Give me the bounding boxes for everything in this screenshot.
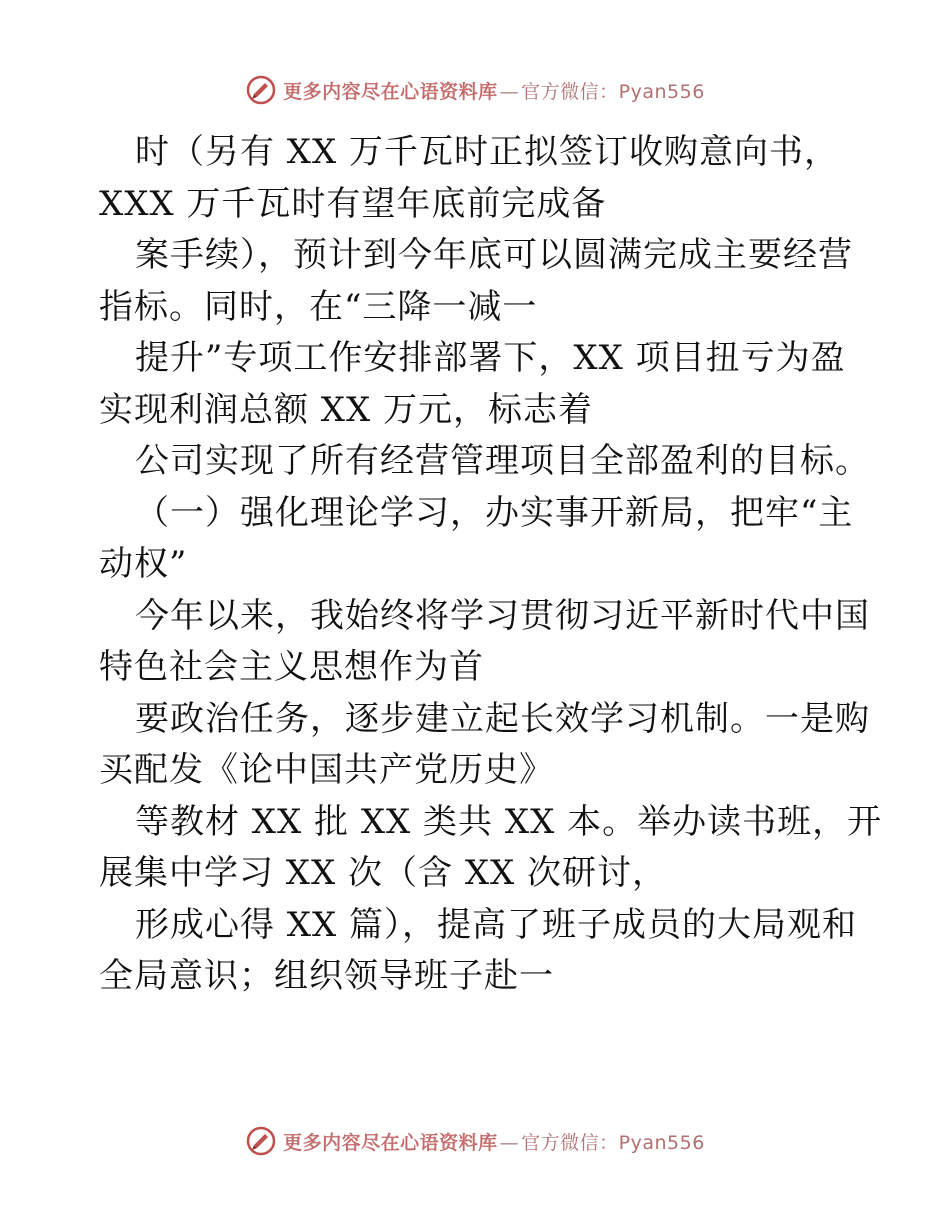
banner-wechat-text: 官方微信：Pyan556 [521, 1131, 705, 1154]
text-line: 指标。同时，在“三降一减一 [99, 286, 538, 327]
banner-main-text: 更多内容尽在心语资料库 [283, 80, 498, 103]
text-line: 要政治任务，逐步建立起长效学习机制。一是购 [135, 698, 870, 739]
logo-icon [245, 1125, 277, 1157]
text-line: 展集中学习 XX 次（含 XX 次研讨， [99, 853, 668, 893]
header-banner [0, 70, 950, 110]
text-line: 时（另有 XX 万千瓦时正拟签订收购意向书， [135, 132, 840, 172]
banner-label [283, 1128, 705, 1155]
text-line: 特色社会主义思想作为首 [99, 647, 484, 687]
banner-wechat-text: 官方微信：Pyan556 [521, 80, 705, 103]
banner-separator: — [499, 80, 520, 103]
document-body [99, 127, 883, 1003]
text-line: （一）强化理论学习，办实事开新局，把牢“主 [135, 492, 854, 533]
banner-main-text: 更多内容尽在心语资料库 [283, 1131, 498, 1154]
text-line: 案手续），预计到今年底可以圆满完成主要经营 [135, 235, 853, 275]
text-line: 买配发《论中国共产党历史》 [99, 750, 554, 790]
text-line: 公司实现了所有经营管理项目全部盈利的目标。 [135, 441, 870, 481]
footer-banner [0, 1121, 950, 1161]
text-line: 全局意识；组织领导班子赴一 [99, 956, 554, 996]
text-line: XXX 万千瓦时有望年底前完成备 [99, 183, 607, 224]
text-line: 今年以来，我始终将学习贯彻习近平新时代中国 [135, 595, 870, 636]
logo-icon [245, 74, 277, 106]
text-line: 形成心得 XX 篇），提高了班子成员的大局观和 [135, 904, 858, 945]
text-line: 动权” [99, 544, 188, 584]
text-line: 提升”专项工作安排部署下，XX 项目扭亏为盈 [135, 338, 846, 378]
text-line: 实现利润总额 XX 万元，标志着 [99, 389, 594, 430]
text-line: 等教材 XX 批 XX 类共 XX 本。举办读书班，开 [135, 801, 883, 842]
banner-label [283, 77, 705, 104]
banner-separator: — [499, 1131, 520, 1154]
